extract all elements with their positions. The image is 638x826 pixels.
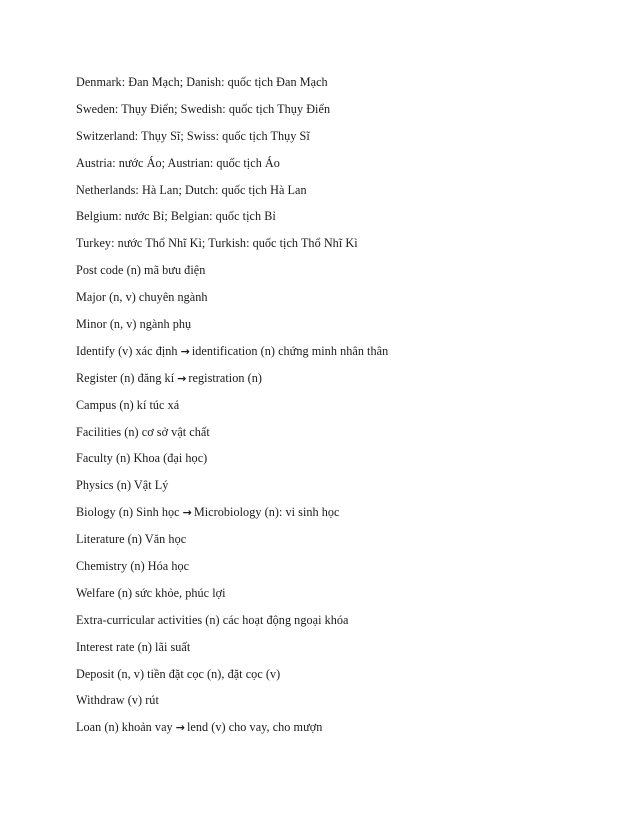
vocab-line (76, 397, 596, 424)
vocab-text: Biology (n) Sinh học (76, 505, 180, 520)
vocab-line (76, 289, 596, 316)
arrow-right-icon: → (177, 371, 187, 385)
vocab-line (76, 101, 596, 128)
vocab-text: Minor (n, v) ngành phụ (76, 317, 192, 332)
vocab-line (76, 343, 596, 370)
vocab-text: Campus (n) kí túc xá (76, 397, 180, 412)
vocab-text: Denmark: Đan Mạch; Danish: quốc tịch Đan Mạch (76, 75, 328, 89)
vocab-line (76, 719, 596, 746)
vocab-line (76, 531, 596, 558)
arrow-right-icon: → (182, 506, 192, 520)
vocab-line (76, 74, 596, 101)
vocab-text: Welfare (n) sức khỏe, phúc lợi (76, 585, 226, 600)
vocab-line (76, 504, 596, 531)
vocab-line (76, 182, 596, 209)
vocab-text: Faculty (n) Khoa (đại học) (76, 451, 208, 466)
vocab-line (76, 316, 596, 343)
vocabulary-list (76, 74, 596, 746)
vocab-text: Major (n, v) chuyên ngành (76, 290, 208, 305)
vocab-line (76, 558, 596, 585)
vocab-text: Loan (n) khoản vay (76, 720, 173, 735)
vocab-text: Interest rate (n) lãi suất (76, 639, 191, 654)
vocab-line (76, 235, 596, 262)
vocab-line (76, 666, 596, 693)
arrow-right-icon: → (175, 721, 185, 735)
vocab-text: Deposit (n, v) tiền đặt cọc (n), đặt cọc (v) (76, 666, 281, 681)
vocab-line (76, 128, 596, 155)
vocab-text: Identify (v) xác định (76, 343, 178, 358)
vocab-line (76, 639, 596, 666)
vocab-line (76, 155, 596, 182)
vocab-line (76, 450, 596, 477)
arrow-right-icon: → (180, 344, 190, 358)
vocab-text: Switzerland: Thụy Sĩ; Swiss: quốc tịch Thụy Sĩ (76, 128, 310, 143)
vocab-text: Extra-curricular activities (n) các hoạt động ngoại khóa (76, 612, 349, 627)
vocab-line (76, 208, 596, 235)
vocab-text: Facilities (n) cơ sở vật chất (76, 424, 210, 439)
vocab-line (76, 612, 596, 639)
vocab-derived-text: registration (n) (188, 370, 262, 385)
vocab-line (76, 370, 596, 397)
vocab-text: Belgium: nước Bỉ; Belgian: quốc tịch Bỉ (76, 209, 276, 224)
vocab-text: Austria: nước Áo; Austrian: quốc tịch Áo (76, 155, 280, 170)
vocab-text: Sweden: Thụy Điển; Swedish: quốc tịch Thụy Điển (76, 101, 331, 116)
vocab-text: Physics (n) Vật Lý (76, 478, 169, 493)
vocab-text: Withdraw (v) rút (76, 693, 159, 708)
vocab-text: Chemistry (n) Hóa học (76, 559, 190, 574)
vocab-derived-text: Microbiology (n): vi sinh học (193, 505, 340, 520)
vocab-text: Register (n) đăng kí (76, 370, 175, 385)
vocab-line (76, 477, 596, 504)
vocab-line (76, 262, 596, 289)
vocab-line (76, 692, 596, 719)
vocab-text: Literature (n) Văn học (76, 532, 187, 547)
vocab-derived-text: identification (n) chứng minh nhân thân (191, 343, 389, 358)
vocab-line (76, 585, 596, 612)
vocab-line (76, 424, 596, 451)
vocab-text: Post code (n) mã bưu điện (76, 263, 206, 278)
vocab-text: Turkey: nước Thổ Nhĩ Kì; Turkish: quốc tịch Thổ Nhĩ Kì (76, 236, 358, 251)
vocab-text: Netherlands: Hà Lan; Dutch: quốc tịch Hà Lan (76, 182, 307, 197)
vocab-derived-text: lend (v) cho vay, cho mượn (186, 720, 323, 735)
